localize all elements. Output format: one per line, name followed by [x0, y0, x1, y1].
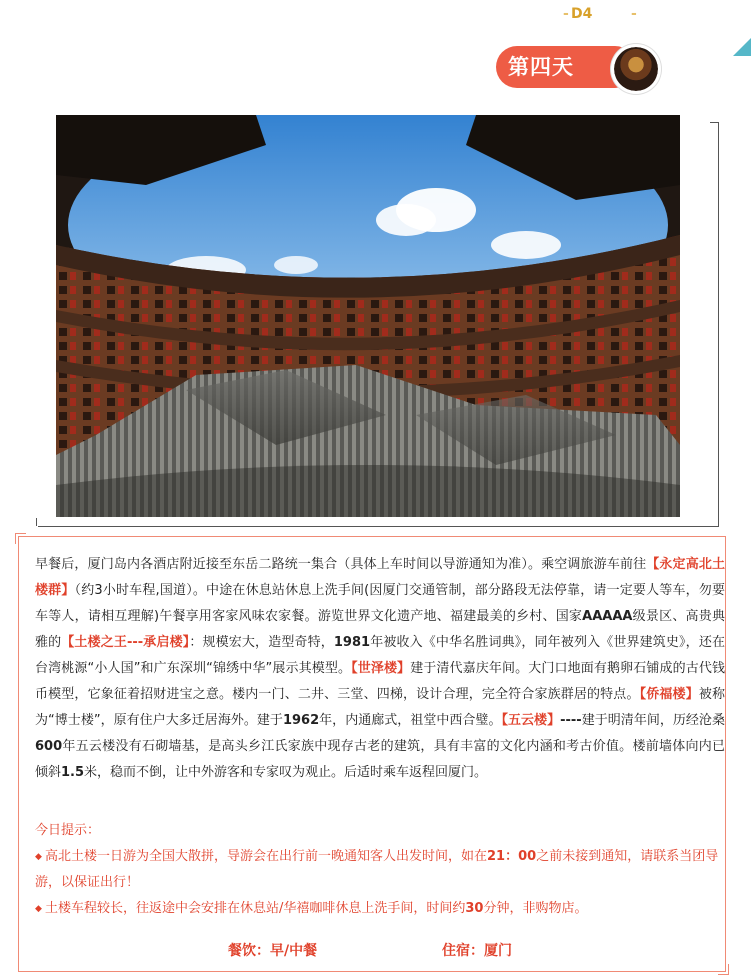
diamond-bullet-icon: ◆ — [35, 904, 42, 914]
dash-left: - — [563, 6, 569, 22]
tip-item: ◆ 土楼车程较长，往返途中会安排在休息站/华禧咖啡休息上洗手间，时间约30分钟，非购物店。 — [35, 896, 725, 922]
highlight-gaobei: 【永定高北土楼群】 — [35, 557, 725, 598]
day-thumbnail — [611, 44, 661, 94]
highlight-qiaofu: 【侨福楼】 — [639, 687, 699, 702]
tulou-illustration — [56, 115, 680, 517]
day-code: D4 — [571, 6, 593, 22]
day-title: 第四天 — [508, 55, 574, 79]
frame-tick — [710, 122, 718, 123]
day-code-tag — [563, 6, 643, 24]
dash-right: - — [631, 6, 637, 22]
frame-tick — [36, 518, 37, 526]
accommodation-info: 住宿：厦门 — [442, 943, 512, 959]
highlight-wuyun: 【五云楼】 — [501, 713, 561, 728]
box-corner — [15, 533, 26, 544]
corner-decoration — [733, 38, 751, 56]
box-corner — [718, 964, 729, 975]
itinerary-description: 早餐后，厦门岛内各酒店附近接至东岳二路统一集合（具体上车时间以导游通知为准）。乘空调旅游车前往【永定高北土楼群】（约3小时车程,国道）。中途在休息站休息上洗手间(因厦门交通管制，部分路段无法停靠，请一定要人等车，勿要车等人，请相互理解)午餐享用客家风味农家餐。游览世界文化遗产地、福建最美的乡村、国家AAAAA级景区、高贵典雅的【土楼之王---承启楼】：规模宏大，造型奇特，1981年被收入《中华名胜词典》，同年被列入《世界建筑史》，还在台湾桃源“小人国”和广东深圳“锦绣中华”展示其模型。【世泽楼】建于清代嘉庆年间。大门口地面有鹅卵石铺成的古代钱币模型，它象征着招财进宝之意。楼内一门、二井、三堂、四梯，设计合理，完全符合家族群居的特点。【侨福楼】被称为“博士楼”，原有住户大多迁居海外。建于1962年，内通廊式，祖堂中西合璧。【五云楼】----建于明清年间，历经沧桑600年五云楼没有石砌墙基，是高头乡江氏家族中现存古老的建筑，具有丰富的文化内涵和考古价值。楼前墙体向内已倾斜1.5米，稳而不倒，让中外游客和专家叹为观止。后适时乘车返程回厦门。 — [35, 557, 725, 780]
tulou-photo — [56, 115, 680, 517]
highlight-chengqi: 【土楼之王---承启楼】 — [61, 635, 190, 650]
tulou-thumbnail-image — [614, 47, 658, 91]
meals-info: 餐饮：早/中餐 — [228, 943, 318, 959]
highlight-shize: 【世泽楼】 — [351, 661, 411, 676]
tip-item: ◆ 高北土楼一日游为全国大散拼，导游会在出行前一晚通知客人出发时间，如在21：00之前未接到通知，请联系当团导游，以保证出行！ — [35, 844, 725, 896]
diamond-bullet-icon: ◆ — [35, 852, 42, 862]
daily-tips — [35, 818, 725, 922]
tips-title: 今日提示： — [35, 823, 101, 838]
